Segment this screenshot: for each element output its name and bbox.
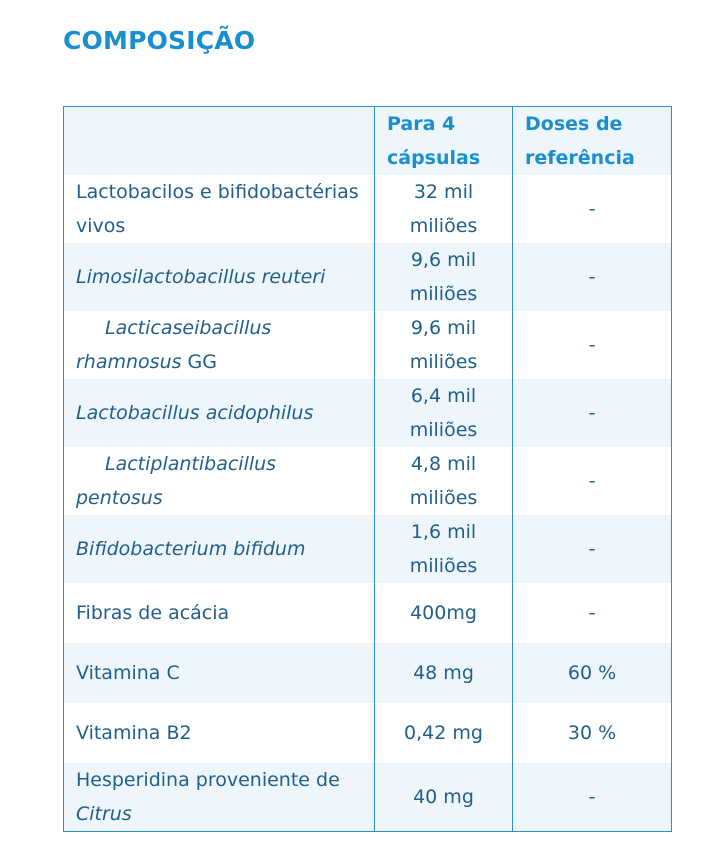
- ingredient-name-main: Hesperidina proveniente de: [76, 769, 340, 791]
- header-amount: Para 4 cápsulas: [375, 107, 513, 176]
- ingredient-amount: 9,6 mil miliões: [375, 311, 513, 379]
- ingredient-amount: 40 mg: [375, 763, 513, 832]
- table-row: [64, 311, 672, 379]
- table-row: [64, 175, 672, 243]
- ingredient-name: Fibras de acácia: [76, 602, 230, 624]
- table-row: [64, 643, 672, 703]
- ingredient-reference: -: [513, 583, 672, 643]
- table-header-row: [64, 107, 672, 176]
- table-row: [64, 515, 672, 583]
- ingredient-name: Lactobacilos e bifidobactérias vivos: [76, 181, 359, 237]
- ingredient-name: Vitamina B2: [76, 722, 192, 744]
- ingredient-reference: -: [513, 379, 672, 447]
- table-row: [64, 583, 672, 643]
- composition-table: [63, 106, 672, 832]
- ingredient-amount: 4,8 mil miliões: [375, 447, 513, 515]
- ingredient-amount: 6,4 mil miliões: [375, 379, 513, 447]
- table-row: [64, 243, 672, 311]
- ingredient-name: [64, 763, 375, 832]
- ingredient-name: Limosilactobacillus reuteri: [76, 266, 326, 288]
- table-row: [64, 703, 672, 763]
- ingredient-amount: 9,6 mil miliões: [375, 243, 513, 311]
- page-title: COMPOSIÇÃO: [63, 26, 256, 55]
- ingredient-reference: 30 %: [513, 703, 672, 763]
- ingredient-reference: -: [513, 515, 672, 583]
- ingredient-name: Lactobacillus acidophilus: [76, 402, 314, 424]
- ingredient-name-italic: Citrus: [76, 803, 132, 825]
- header-empty: [64, 107, 375, 176]
- header-reference: Doses de referência: [513, 107, 672, 176]
- ingredient-name: [64, 311, 375, 379]
- ingredient-name: Vitamina C: [76, 662, 180, 684]
- ingredient-amount: 32 mil miliões: [375, 175, 513, 243]
- table-row: [64, 763, 672, 832]
- ingredient-amount: 400mg: [375, 583, 513, 643]
- ingredient-reference: -: [513, 243, 672, 311]
- ingredient-reference: 60 %: [513, 643, 672, 703]
- ingredient-amount: 48 mg: [375, 643, 513, 703]
- ingredient-amount: 0,42 mg: [375, 703, 513, 763]
- ingredient-name: Lactiplantibacillus pentosus: [76, 453, 277, 509]
- ingredient-name-suffix: GG: [181, 351, 218, 373]
- table-row: [64, 447, 672, 515]
- ingredient-reference: -: [513, 311, 672, 379]
- ingredient-amount: 1,6 mil miliões: [375, 515, 513, 583]
- table-row: [64, 379, 672, 447]
- ingredient-name: Bifidobacterium bifidum: [76, 538, 306, 560]
- ingredient-reference: -: [513, 447, 672, 515]
- ingredient-reference: -: [513, 175, 672, 243]
- ingredient-name-italic: Lacticaseibacillus rhamnosus: [76, 317, 272, 373]
- ingredient-reference: -: [513, 763, 672, 832]
